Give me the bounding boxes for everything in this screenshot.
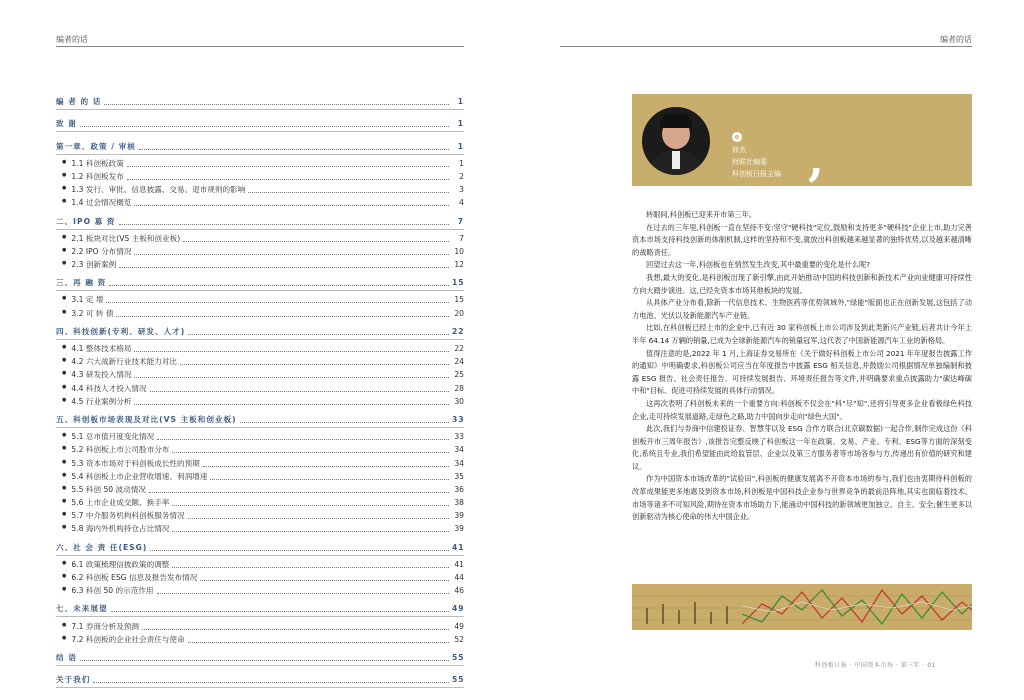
- toc-dot-leader: [172, 505, 449, 506]
- toc-subsection-entry[interactable]: [56, 231, 464, 244]
- toc-page-number: 22: [454, 344, 464, 353]
- toc-entry-title: ● 7.2 科创板的企业社会责任与使命: [71, 634, 185, 644]
- toc-page-number: 34: [454, 458, 464, 468]
- toc-entry-title: ● 4.5 行业案例分析: [71, 396, 132, 406]
- article-paragraph: 从具体产业分布看,除新一代信息技术、生物医药等优势领域外,"绿能"版面也正在创新发展,这包括了动力电池、光伏以及新能源汽车产业链。: [632, 298, 972, 320]
- toc-dot-leader: [104, 104, 449, 105]
- quote-mark-icon: ,: [808, 132, 825, 186]
- toc-subsection-entry[interactable]: [56, 442, 464, 455]
- toc-page-number: 33: [452, 414, 465, 424]
- toc-entry-title: 关于我们: [56, 675, 91, 685]
- author-name: 徐杰: [732, 146, 746, 154]
- toc-dot-leader: [183, 241, 449, 242]
- toc-section-entry[interactable]: [56, 601, 464, 614]
- toc-section-entry[interactable]: [56, 539, 464, 552]
- toc-subsection-entry[interactable]: [56, 156, 464, 169]
- toc-page-number: 34: [454, 445, 464, 455]
- toc-dot-leader: [172, 452, 449, 453]
- toc-dot-leader: [203, 466, 449, 467]
- toc-page-number: 10: [454, 246, 464, 256]
- toc-divider: [56, 154, 464, 155]
- toc-entry-title: 六、社 会 责 任(ESG): [56, 542, 148, 552]
- author-role-2: 科创板日报主编: [732, 170, 781, 178]
- toc-dot-leader: [106, 302, 449, 303]
- toc-dot-leader: [119, 224, 449, 225]
- toc-dot-leader: [180, 364, 449, 365]
- stock-chart-image: [632, 584, 972, 630]
- toc-page-number: 55: [452, 675, 465, 685]
- toc-section-entry[interactable]: [56, 650, 464, 663]
- toc-dot-leader: [157, 439, 449, 440]
- toc-dot-leader: [240, 422, 449, 423]
- toc-entry-title: ● 3.1 定 增: [71, 295, 104, 305]
- toc-page-number: 7: [457, 216, 464, 226]
- toc-page-number: 15: [454, 295, 464, 305]
- toc-divider: [56, 339, 464, 340]
- toc-subsection-entry[interactable]: [56, 182, 464, 195]
- toc-entry-title: 二、IPO 募 资: [56, 216, 116, 226]
- page-footer: 科创板日报 · 中国资本市场 · 第三年 · 01: [814, 662, 936, 669]
- article-paragraph: 值得注意的是,2022 年 1 月,上海证券交易所在《关于做好科创板上市公司 2021 年年度报告披露工作的通知》中明确要求,科创板公司应当在年度报告中披露 ESG 相关信息,并鼓励公司根据情况单独编制和披露 ESG 报告、社会责任报告、可持续发展报告、环境责任报告等文件,并明确要求重点披露助力"碳达峰碳中和"目标、促进可持续发展的具体行动情况。: [632, 348, 972, 396]
- toc-page-number: 41: [452, 542, 465, 552]
- toc-dot-leader: [111, 611, 449, 612]
- toc-dot-leader: [188, 642, 449, 643]
- toc-divider: [56, 131, 464, 132]
- author-photo: [642, 107, 710, 175]
- toc-page-number: 1: [459, 158, 464, 168]
- toc-section-entry[interactable]: [56, 275, 464, 288]
- toc-dot-leader: [93, 682, 449, 683]
- author-banner: [632, 94, 972, 186]
- toc-entry-title: ● 6.3 科创 50 的示范作用: [71, 586, 154, 596]
- toc-subsection-entry[interactable]: [56, 195, 464, 208]
- toc-page-number: 35: [454, 471, 464, 481]
- toc-subsection-entry[interactable]: [56, 380, 464, 393]
- toc-subsection-entry[interactable]: [56, 367, 464, 380]
- toc-page-number: 55: [452, 652, 465, 662]
- toc-divider: [56, 427, 464, 428]
- toc-page-number: 41: [454, 559, 464, 569]
- toc-entry-title: ● 5.5 科创 50 波动情况: [71, 484, 146, 494]
- toc-dot-leader: [119, 267, 449, 268]
- toc-page-number: 36: [454, 484, 464, 494]
- toc-entry-title: ● 4.3 研发投入情况: [71, 370, 132, 380]
- article-paragraph: 回望过去这一年,科创板也在悄然发生改变,其中最重要的变化是什么呢?: [646, 260, 871, 270]
- toc-entry-title: ● 4.4 科技人才投入情况: [71, 383, 147, 393]
- header-rule-right: [560, 46, 972, 47]
- toc-page-number: 3: [459, 185, 464, 195]
- right-page: [512, 0, 1024, 700]
- toc-dot-leader: [80, 126, 449, 127]
- toc-subsection-entry[interactable]: [56, 632, 464, 645]
- toc-entry-title: 四、科技创新(专利、研发、人才): [56, 326, 186, 336]
- toc-dot-leader: [188, 334, 449, 335]
- toc-page-number: 52: [454, 634, 464, 644]
- toc-page-number: 1: [457, 141, 464, 151]
- toc-dot-leader: [150, 550, 449, 551]
- toc-entry-title: ● 1.3 发行、审批、信息披露、交易、退市规则的影响: [71, 185, 246, 195]
- toc-subsection-entry[interactable]: [56, 495, 464, 508]
- toc-page-number: 46: [454, 586, 464, 596]
- toc-dot-leader: [172, 567, 449, 568]
- toc-divider: [56, 555, 464, 556]
- toc-entry-title: ● 6.2 科创板 ESG 信息及报告发布情况: [71, 573, 198, 582]
- toc-subsection-entry[interactable]: [56, 305, 464, 318]
- toc-entry-title: ● 7.1 券商分析及预测: [71, 621, 140, 631]
- toc-page-number: 15: [452, 278, 465, 288]
- toc-entry-title: ● 6.1 政策梳理信披政策的调整: [71, 559, 170, 569]
- toc-subsection-entry[interactable]: [56, 455, 464, 468]
- toc-page-number: 7: [459, 233, 464, 243]
- toc-subsection-entry[interactable]: [56, 394, 464, 407]
- toc-entry-title: 致 谢: [56, 119, 77, 129]
- toc-dot-leader: [142, 629, 449, 630]
- toc-entry-title: 三、再 融 资: [56, 278, 107, 288]
- toc-section-entry[interactable]: [56, 213, 464, 226]
- toc-section-entry[interactable]: [56, 672, 464, 685]
- toc-subsection-entry[interactable]: [56, 257, 464, 270]
- toc-dot-leader: [157, 593, 449, 594]
- toc-dot-leader: [188, 518, 449, 519]
- toc-dot-leader: [200, 580, 449, 581]
- toc-dot-leader: [134, 377, 449, 378]
- author-role-1: 财联社编委: [732, 158, 767, 166]
- toc-page-number: 38: [454, 498, 464, 508]
- running-header-left: 编者的话: [56, 35, 88, 44]
- toc-page-number: 39: [454, 511, 464, 521]
- toc-dot-leader: [248, 192, 449, 193]
- toc-page-number: 24: [454, 357, 464, 367]
- toc-section-entry[interactable]: [56, 324, 464, 337]
- article-paragraph: 这再次表明了科创板未来的一个重要方向:科创板不仅会在"科"尽"知",还将引导更多企业看极绿色科技企业,走可持续发展道路,走绿色之路,助力中国向步走向"绿色大国"。: [632, 398, 972, 421]
- toc-entry-title: ● 1.4 过会情况概览: [71, 198, 132, 208]
- toc-page-number: 33: [454, 432, 464, 442]
- header-rule-left: [56, 46, 464, 47]
- toc-subsection-entry[interactable]: [56, 482, 464, 495]
- toc-subsection-entry[interactable]: [56, 244, 464, 257]
- toc-entry-title: ● 2.1 板块对比(VS 主板和创业板): [71, 233, 181, 243]
- toc-subsection-entry[interactable]: [56, 469, 464, 482]
- toc-subsection-entry[interactable]: [56, 292, 464, 305]
- toc-dot-leader: [116, 316, 449, 317]
- toc-entry-title: 编 者 的 话: [56, 97, 102, 107]
- toc-dot-leader: [109, 285, 449, 286]
- toc-dot-leader: [150, 391, 449, 392]
- toc-page-number: 49: [452, 604, 465, 614]
- toc-entry-title: ● 2.2 IPO 分布情况: [71, 246, 132, 256]
- editor-letter-body: [632, 209, 972, 524]
- toc-page-number: 28: [454, 383, 464, 393]
- toc-dot-leader: [149, 492, 449, 493]
- toc-page-number: 1: [457, 119, 464, 129]
- toc-entry-title: ● 5.6 上市企业成交额、换手率: [71, 498, 170, 508]
- toc-divider: [56, 229, 464, 230]
- toc-dot-leader: [127, 166, 449, 167]
- toc-subsection-entry[interactable]: [56, 169, 464, 182]
- toc-page-number: 30: [454, 396, 464, 406]
- toc-section-entry[interactable]: [56, 116, 464, 129]
- toc-entry-title: ● 5.1 总市值月度变化情况: [71, 432, 155, 442]
- toc-page-number: 39: [454, 524, 464, 534]
- toc-entry-title: ● 5.3 资本市场对于科创板成长性的预期: [71, 458, 200, 468]
- brand-logo-icon: e: [732, 132, 742, 142]
- toc-entry-title: ● 5.2 科创板上市公司股市分布: [71, 445, 170, 455]
- toc-entry-title: ● 5.4 科创板上市企业营收增速、利润增速: [71, 471, 208, 481]
- toc-page-number: 12: [454, 260, 464, 270]
- article-paragraph: 此次,我们与券商中信建投证券、智慧芽以及 ESG 合作方联合(北京碳数据)一起合作,制作完成这份《科创板开市三周年报告》,该报告完整反映了科创板这一年在政策、交易、产业、专利、ESG等方面的深刻变化,系统且专业,我们希望能由此给监管层、企业以及第三方服务者等市场各参与方,传递出有价值的研究和建议。: [632, 424, 972, 471]
- toc-subsection-entry[interactable]: [56, 618, 464, 631]
- table-of-contents: [56, 94, 464, 689]
- toc-entry-title: ● 4.1 整体技术格局: [71, 344, 132, 353]
- toc-divider: [56, 290, 464, 291]
- article-paragraph: 在过去的三年里,科创板一直在坚持不变:坚守"硬科技"定位,鼓励和支持更多"硬科技"企业上市,助力完善资本市场支持科技创新的体制机制,这样的坚持和不变,就放出科创板越来越显著的独特优势,以及越来越清晰的战略责任。: [632, 222, 972, 257]
- toc-entry-title: 五、科创板市场表现及对比(VS 主板和创业板): [56, 414, 237, 424]
- toc-page-number: 22: [452, 326, 465, 336]
- toc-dot-leader: [134, 254, 449, 255]
- toc-divider: [56, 109, 464, 110]
- toc-divider: [56, 687, 464, 688]
- toc-dot-leader: [134, 351, 449, 352]
- toc-divider: [56, 665, 464, 666]
- toc-entry-title: 七、未来展望: [56, 604, 108, 614]
- toc-entry-title: ● 1.2 科创板发布: [71, 171, 124, 181]
- toc-subsection-entry[interactable]: [56, 341, 464, 354]
- toc-entry-title: ● 5.8 海内外机构持仓占比情况: [71, 524, 170, 534]
- toc-entry-title: ● 2.3 创新案例: [71, 260, 117, 270]
- toc-entry-title: ● 4.2 六大战新行业技术能力对比: [71, 357, 177, 367]
- toc-entry-title: ● 3.2 可 转 债: [71, 308, 114, 318]
- toc-subsection-entry[interactable]: [56, 570, 464, 583]
- toc-page-number: 4: [459, 198, 464, 208]
- toc-subsection-entry[interactable]: [56, 508, 464, 521]
- toc-subsection-entry[interactable]: [56, 521, 464, 534]
- toc-page-number: 2: [459, 171, 464, 181]
- article-paragraph: 我想,最大的变化,是科创板出现了新引擎,由此开始推动中国的科技创新和新技术产业向业健康可持续性方向大踏步演进。这,已经先资本市场其他板块的发展。: [632, 272, 972, 295]
- toc-dot-leader: [134, 205, 449, 206]
- toc-page-number: 1: [457, 97, 464, 107]
- toc-page-number: 49: [454, 621, 464, 631]
- toc-section-entry[interactable]: [56, 138, 464, 151]
- toc-subsection-entry[interactable]: [56, 354, 464, 367]
- toc-entry-title: 第一章、政策 / 审核: [56, 141, 136, 151]
- toc-entry-title: ● 5.7 中介服务机构科创板服务情况: [71, 511, 185, 521]
- article-paragraph: 作为中国资本市场改革的"试验田",科创板的健康发展离不开资本市场的参与,我们也由衷期待科创板的改革成果能更多地惠及到资本市场,科创板是中国科技企业参与世界竞争的最前沿阵地,其实也面临着技术、市场等诸多不可知风险,期待在资本市场助力下,能涌动中国科技的新领域更加独立、自主、安全;催生更多以创新驱动为核心使命的伟大中国企业。: [632, 474, 972, 522]
- toc-entry-title: ● 1.1 科创板政策: [71, 158, 124, 168]
- toc-dot-leader: [172, 531, 449, 532]
- toc-page-number: 25: [454, 370, 464, 380]
- toc-page-number: 20: [454, 308, 464, 318]
- toc-subsection-entry[interactable]: [56, 583, 464, 596]
- toc-entry-title: 结 语: [56, 652, 77, 662]
- article-paragraph: 转眼间,科创板已迎来开市第三年。: [646, 210, 757, 219]
- toc-divider: [56, 616, 464, 617]
- toc-dot-leader: [127, 179, 449, 180]
- toc-dot-leader: [139, 149, 449, 150]
- running-header-right: 编者的话: [940, 35, 972, 44]
- toc-dot-leader: [134, 404, 449, 405]
- toc-subsection-entry[interactable]: [56, 429, 464, 442]
- article-paragraph: 比如,在科创板已经上市的企业中,已有近 30 家科创板上市公司涉及到此类新兴产业链,后者共计今年上半年 64.14 万辆的销量,已成为全球新能源汽车的销量冠军,这代表了中国新能源汽车工业的新格局。: [632, 323, 972, 345]
- toc-page-number: 44: [454, 573, 464, 582]
- toc-section-entry[interactable]: [56, 94, 464, 107]
- toc-subsection-entry[interactable]: [56, 557, 464, 570]
- toc-dot-leader: [210, 479, 449, 480]
- toc-dot-leader: [80, 660, 449, 661]
- toc-section-entry[interactable]: [56, 412, 464, 425]
